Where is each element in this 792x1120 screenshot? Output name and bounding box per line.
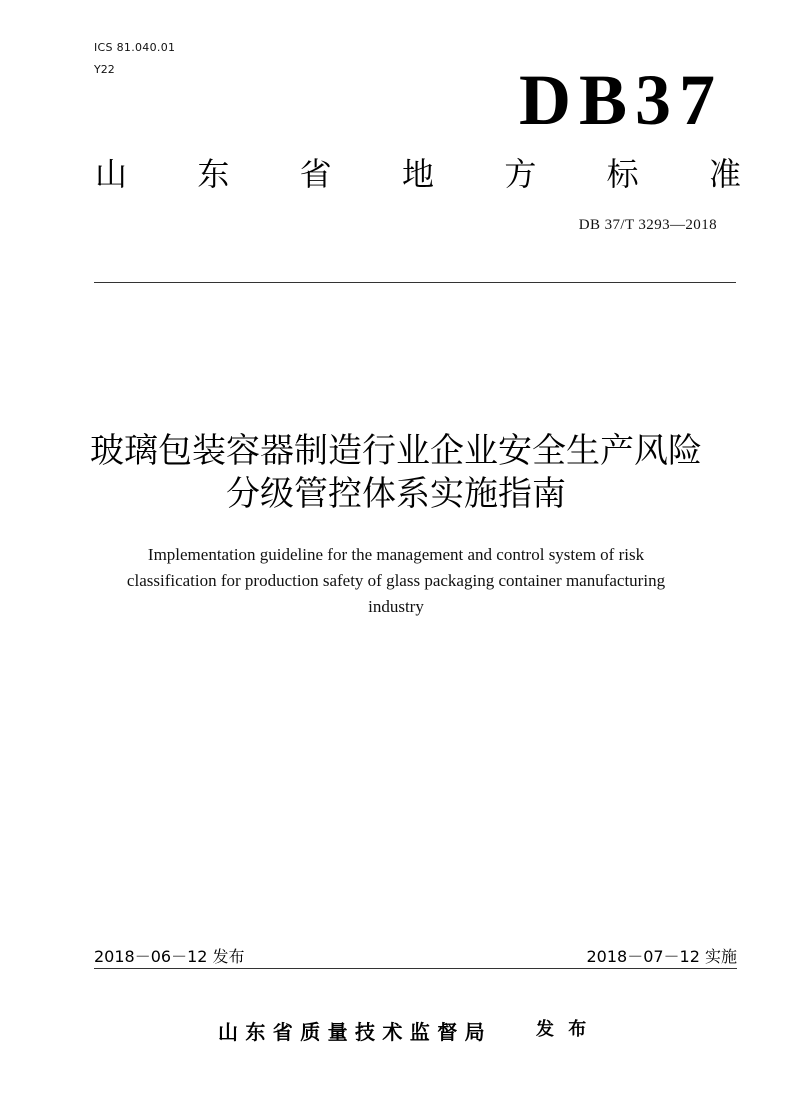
- standard-type-char: 东: [197, 155, 230, 193]
- title-en-line: industry: [368, 597, 424, 616]
- title-en: [0, 542, 792, 620]
- standard-type-char: 山: [95, 155, 128, 193]
- standard-type-heading: [95, 155, 741, 193]
- standard-number: DB 37/T 3293—2018: [578, 217, 717, 233]
- implementation-date: 2018－07－12 实施: [586, 947, 737, 966]
- issue-date: 2018－06－12 发布: [94, 947, 245, 966]
- title-zh-line: 玻璃包装容器制造行业企业安全生产风险: [90, 431, 702, 471]
- standard-type-char: 方: [504, 155, 537, 193]
- standard-type-char: 准: [708, 155, 741, 193]
- dates-row: [94, 946, 737, 969]
- standard-type-char: 标: [606, 155, 639, 193]
- ics-code: ICS 81.040.01: [94, 41, 176, 54]
- standard-type-char: 地: [401, 155, 434, 193]
- title-zh-line: 分级管控体系实施指南: [226, 474, 566, 514]
- title-en-line: classification for production safety of glass packaging container manufacturing: [126, 571, 666, 590]
- header-divider: [94, 282, 736, 283]
- issuer-name: 山东省质量技术监督局: [218, 1020, 492, 1044]
- classification-code: Y22: [94, 63, 115, 76]
- db-logo: DB37: [519, 60, 724, 140]
- standard-type-char: 省: [299, 155, 332, 193]
- title-en-line: Implementation guideline for the management and control system of risk: [147, 545, 645, 564]
- issue-label: 发 布: [536, 1019, 591, 1040]
- title-zh: [0, 430, 792, 516]
